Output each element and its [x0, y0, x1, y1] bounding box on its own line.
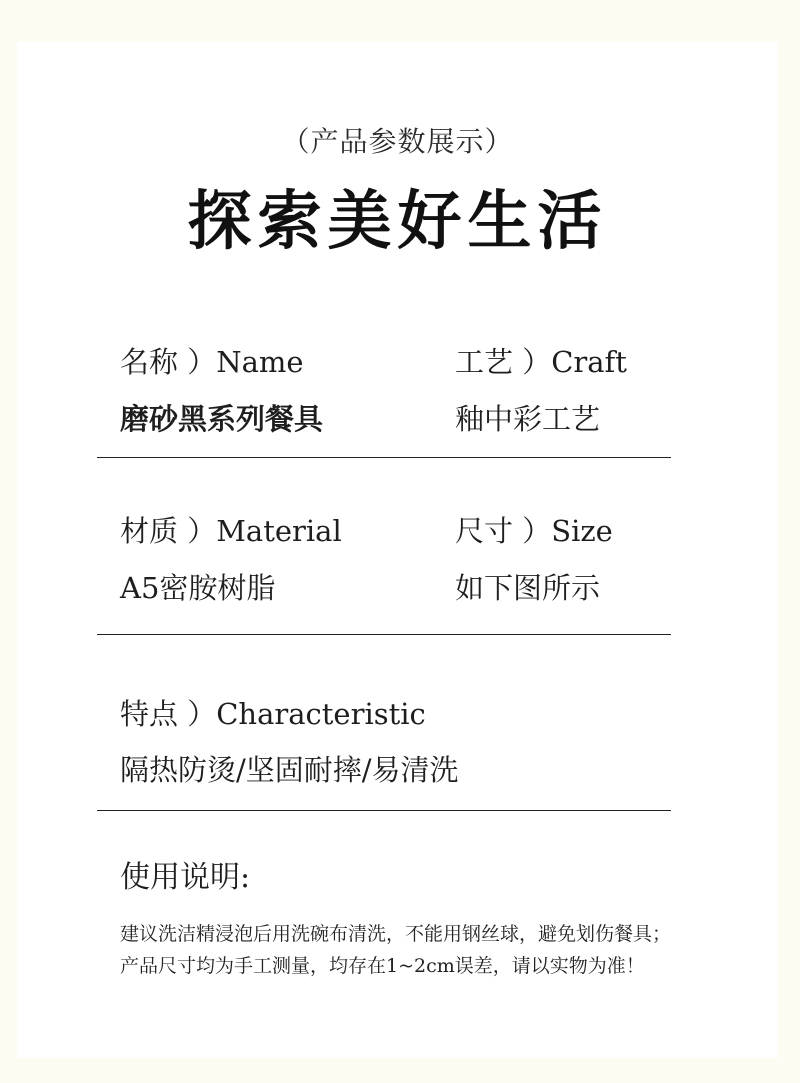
usage-title: 使用说明: — [120, 860, 251, 895]
spec-card — [17, 42, 778, 1058]
feature-value: 隔热防烫/坚固耐摔/易清洗 — [120, 753, 459, 787]
usage-note-line-1: 建议洗洁精浸泡后用洗碗布清洗，不能用钢丝球，避免划伤餐具； — [120, 923, 672, 945]
page-subtitle: （产品参数展示） — [281, 125, 514, 158]
divider-2 — [97, 634, 671, 635]
divider-3 — [97, 810, 671, 811]
craft-label: 工艺 ）Craft — [455, 345, 627, 379]
craft-value: 釉中彩工艺 — [455, 402, 601, 436]
usage-note-line-2: 产品尺寸均为手工测量，均存在1~2cm误差，请以实物为准！ — [120, 955, 645, 977]
name-label: 名称 ）Name — [120, 345, 304, 379]
size-value: 如下图所示 — [455, 571, 601, 605]
divider-1 — [97, 457, 671, 458]
size-label: 尺寸 ）Size — [455, 514, 613, 548]
material-label: 材质 ）Material — [120, 514, 342, 548]
material-value: A5密胺树脂 — [120, 571, 276, 605]
feature-label: 特点 ）Characteristic — [120, 697, 426, 731]
page-title: 探索美好生活 — [187, 184, 608, 259]
name-value: 磨砂黑系列餐具 — [120, 402, 324, 436]
